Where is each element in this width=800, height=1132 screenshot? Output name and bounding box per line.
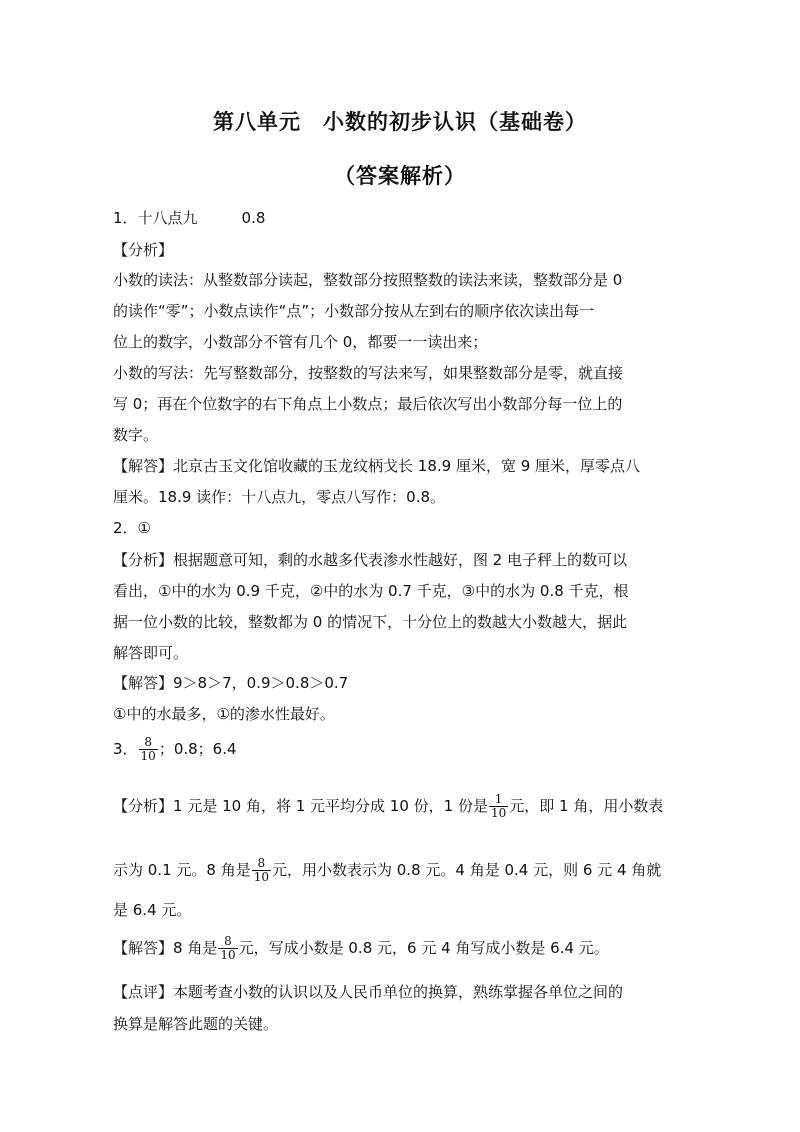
fraction-denominator: 10 [253,870,269,884]
q3-analysis-text: 元，用小数表示为 0.8 元。4 角是 0.4 元，则 6 元 4 角就 [272,861,662,879]
q1-answer-line [113,208,693,228]
q3-analysis-line: 是 6.4 元。 [113,901,192,919]
fraction-numerator: 8 [144,735,152,749]
fraction-numerator: 8 [224,934,232,948]
q3-fraction [218,935,237,962]
q1-solution-line [113,456,693,476]
document-subtitle: （答案解析） [334,164,466,188]
fraction-numerator: 8 [257,856,266,870]
q2-analysis-line: 看出，①中的水为 0.9 千克，②中的水为 0.7 千克，③中的水为 0.8 千克，根 [113,582,629,600]
q1-analysis-tag: 【分析】 [113,241,174,259]
q3-review-line: 换算是解答此题的关键。 [113,1015,279,1033]
q3-analysis-tag: 【分析】 [113,797,174,815]
q1-analysis-line: 小数的读法：从整数部分读起，整数部分按照整数的读法来读，整数部分是 0 [113,271,623,289]
q1-solution-tag: 【解答】 [113,457,174,475]
q2-solution-line [113,673,693,693]
q3-analysis-text: 1 元是 10 角，将 1 元平均分成 10 份，1 份是 [173,797,488,815]
q3-prefix: 3． [113,740,138,758]
q2-analysis-text: 根据题意可知，剩的水越多代表渗水性越好，图 2 电子秤上的数可以 [173,551,628,569]
q1-analysis-line: 位上的数字，小数部分不管有几个 0，都要一一读出来； [113,333,488,351]
q1-solution-text: 北京古玉文化馆收藏的玉龙纹柄戈长 18.9 厘米，宽 9 厘米，厚零点八 [173,457,641,475]
q3-solution-text: 8 角是 [173,939,218,957]
q3-analysis-line [113,857,693,884]
q2-solution-text: 9＞8＞7，0.9＞0.8＞0.7 [173,674,349,692]
fraction-denominator: 10 [490,806,507,820]
q1-analysis-line: 的读作“零”；小数点读作“点”；小数部分按从左到右的顺序依次读出每一 [113,302,595,320]
q2-analysis-line [113,550,693,570]
q3-analysis-text: 元，即 1 角，用小数表 [509,797,664,815]
fraction-numerator: 1 [494,792,503,806]
fraction-denominator: 10 [220,948,236,962]
q3-review-line [113,982,693,1002]
q2-analysis-line: 解答即可。 [113,644,189,662]
q2-solution-line: ①中的水最多，①的渗水性最好。 [113,705,335,723]
q3-solution-text: 元，写成小数是 0.8 元，6 元 4 角写成小数是 6.4 元。 [238,939,609,957]
q2-analysis-tag: 【分析】 [113,551,174,569]
q3-review-text: 本题考查小数的认识以及人民币单位的换算，熟练掌握各单位之间的 [173,983,624,1001]
q3-analysis-text: 示为 0.1 元。8 角是 [113,861,251,879]
q1-analysis-line: 小数的写法：先写整数部分，按整数的写法来写，如果整数部分是零，就直接 [113,364,624,382]
q3-analysis-line [113,793,693,820]
q2-analysis-line: 据一位小数的比较，整数都为 0 的情况下，十分位上的数越大小数越大，据此 [113,613,628,631]
q2-solution-tag: 【解答】 [113,674,174,692]
q3-solution-line [113,935,693,962]
q3-solution-tag: 【解答】 [113,939,174,957]
q1-analysis-line: 写 0；再在个位数字的右下角点上小数点；最后依次写出小数部分每一位上的 [113,395,623,413]
q3-answer-fraction [139,736,158,763]
q3-answer-rest: ；0.8；6.4 [158,740,237,758]
q3-fraction [252,857,271,884]
document-title: 第八单元 小数的初步认识（基础卷） [213,110,587,134]
q1-answer-b: 0.8 [241,209,266,227]
fraction-denominator: 10 [140,749,156,763]
q1-analysis-line: 数字。 [113,426,159,444]
q1-answer-a: 1．十八点九 [113,209,198,227]
q2-answer-line: 2．① [113,519,151,537]
q1-solution-line: 厘米。18.9 读作：十八点九，零点八写作：0.8。 [113,488,446,506]
q3-review-tag: 【点评】 [113,983,174,1001]
q3-fraction [489,793,508,820]
q3-answer-line [113,736,693,763]
